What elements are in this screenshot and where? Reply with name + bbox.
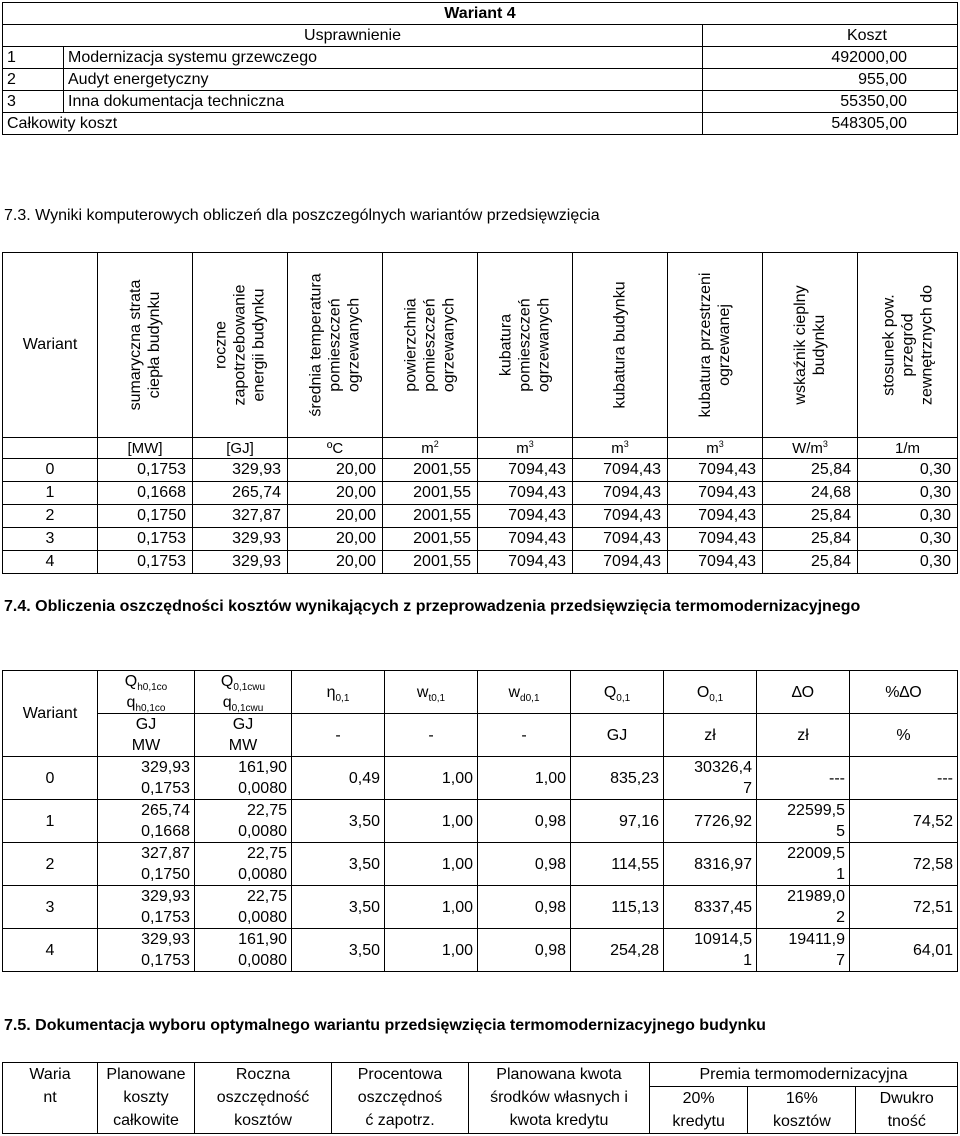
- result-cell: 25,84: [763, 528, 858, 551]
- documentation-table: [2, 1062, 958, 1134]
- wd-cell: 0,98: [478, 929, 571, 972]
- unit: GJ MW: [195, 714, 292, 757]
- qh-cell: 329,93 0,1753: [98, 886, 195, 929]
- result-cell: 7094,43: [668, 505, 763, 528]
- table-row: [3, 843, 958, 886]
- improvement-name: Modernizacja systemu grzewczego: [64, 47, 703, 69]
- table-row: [3, 69, 958, 91]
- improvement-cost: 955,00: [703, 69, 958, 91]
- result-cell: 7094,43: [668, 528, 763, 551]
- unit: %: [850, 714, 958, 757]
- unit: $m^3$: [668, 438, 763, 459]
- unit: $m^3$: [478, 438, 573, 459]
- result-cell: 7094,43: [478, 459, 573, 482]
- planned-costs-header: Planowane koszty całkowite: [98, 1063, 195, 1134]
- total-row: [3, 113, 958, 135]
- o-cell: 8337,45: [664, 886, 757, 929]
- result-cell: 0,30: [858, 482, 958, 505]
- table-row: [3, 551, 958, 574]
- q-cell: 254,28: [571, 929, 664, 972]
- col-header-building-volume: kubatura budynku: [573, 253, 668, 438]
- result-cell: 7094,43: [573, 528, 668, 551]
- q-cell: 835,23: [571, 757, 664, 800]
- col-header-annual-demand: roczne zapotrzebowanie energii budynku: [193, 253, 288, 438]
- col-header-heat-index: wskaźnik cieplny budynku: [763, 253, 858, 438]
- percent-delta-o-cell: ---: [850, 757, 958, 800]
- result-cell: 24,68: [763, 482, 858, 505]
- unit: $m^3$: [573, 438, 668, 459]
- result-cell: 0,30: [858, 505, 958, 528]
- results-table: [2, 252, 958, 574]
- result-cell: 0,30: [858, 459, 958, 482]
- variant-number: 0: [3, 459, 98, 482]
- delta-o-cell: 22599,5 5: [757, 800, 850, 843]
- result-cell: 0,30: [858, 551, 958, 574]
- table-row: [3, 91, 958, 113]
- col-header-room-volume: kubatura pomieszczeń ogrzewanych: [478, 253, 573, 438]
- result-cell: 0,1753: [98, 551, 193, 574]
- result-cell: 7094,43: [573, 459, 668, 482]
- planned-amount-header: Planowana kwota środków własnych i kwota kredytu: [469, 1063, 650, 1134]
- table-row: [3, 505, 958, 528]
- improvement-name: Inna dokumentacja techniczna: [64, 91, 703, 113]
- improvement-header: Usprawnienie: [3, 25, 703, 47]
- total-value: 548305,00: [703, 113, 958, 135]
- variant-header: Waria nt: [3, 1063, 98, 1134]
- eta-cell: 0,49: [292, 757, 385, 800]
- row-number: 2: [3, 69, 64, 91]
- unit: [GJ]: [193, 438, 288, 459]
- result-cell: 265,74: [193, 482, 288, 505]
- result-cell: 20,00: [288, 505, 383, 528]
- table-row: [3, 47, 958, 69]
- unit: -: [478, 714, 571, 757]
- result-cell: 0,1753: [98, 459, 193, 482]
- variant-4-cost-table: [2, 2, 958, 135]
- col-header-area: powierzchnia pomieszczeń ogrzewanych: [383, 253, 478, 438]
- cost-header: Koszt: [703, 25, 958, 47]
- unit: $W/m^3$: [763, 438, 858, 459]
- section-7-3-heading: 7.3. Wyniki komputerowych obliczeń dla poszczególnych wariantów przedsięwzięcia: [4, 207, 600, 224]
- result-cell: 20,00: [288, 528, 383, 551]
- wt-cell: 1,00: [385, 757, 478, 800]
- delta-o-cell: 19411,9 7: [757, 929, 850, 972]
- wt-header: $w_{t0,1}$: [385, 671, 478, 714]
- variant-4-title: Wariant 4: [3, 3, 958, 25]
- delta-o-header: ∆O: [757, 671, 850, 714]
- table-row: [3, 482, 958, 505]
- variant-number: 4: [3, 929, 98, 972]
- eta-cell: 3,50: [292, 800, 385, 843]
- result-cell: 0,30: [858, 528, 958, 551]
- result-cell: 7094,43: [668, 482, 763, 505]
- result-cell: 7094,43: [573, 482, 668, 505]
- delta-o-cell: 21989,0 2: [757, 886, 850, 929]
- result-cell: 20,00: [288, 482, 383, 505]
- delta-o-cell: ---: [757, 757, 850, 800]
- premium-header: Premia termomodernizacyjna: [650, 1063, 958, 1087]
- premium-16-header: 16% kosztów: [748, 1087, 856, 1134]
- q01-cell: 22,75 0,0080: [195, 886, 292, 929]
- qh-cell: 327,87 0,1750: [98, 843, 195, 886]
- result-cell: 7094,43: [668, 459, 763, 482]
- wt-cell: 1,00: [385, 800, 478, 843]
- q01-cell: 161,90 0,0080: [195, 757, 292, 800]
- improvement-cost: 492000,00: [703, 47, 958, 69]
- wd-cell: 1,00: [478, 757, 571, 800]
- q-cell: 115,13: [571, 886, 664, 929]
- result-cell: 0,1753: [98, 528, 193, 551]
- wt-cell: 1,00: [385, 843, 478, 886]
- result-cell: 25,84: [763, 551, 858, 574]
- result-cell: 20,00: [288, 459, 383, 482]
- table-row: [3, 929, 958, 972]
- result-cell: 7094,43: [478, 482, 573, 505]
- savings-table: [2, 670, 958, 972]
- section-7-4-heading: 7.4. Obliczenia oszczędności kosztów wynikających z przeprowadzenia przedsięwzięcia termomodernizacyjnego: [4, 598, 861, 615]
- qh-cell: 265,74 0,1668: [98, 800, 195, 843]
- result-cell: 329,93: [193, 528, 288, 551]
- o-cell: 8316,97: [664, 843, 757, 886]
- result-cell: 2001,55: [383, 505, 478, 528]
- annual-savings-header: Roczna oszczędność kosztów: [195, 1063, 332, 1134]
- table-row: [3, 757, 958, 800]
- o-cell: 7726,92: [664, 800, 757, 843]
- savings-units-row: [3, 714, 958, 757]
- doc-header-row: [3, 1063, 958, 1087]
- variant-number: 0: [3, 757, 98, 800]
- percent-delta-o-cell: 72,58: [850, 843, 958, 886]
- result-cell: 7094,43: [668, 551, 763, 574]
- variant-number: 2: [3, 505, 98, 528]
- qh-header: $Q_{h0,1co}$ $q_{h0,1co}$: [98, 671, 195, 714]
- percent-delta-o-cell: 64,01: [850, 929, 958, 972]
- o-cell: 10914,5 1: [664, 929, 757, 972]
- variant-header: Wariant: [3, 253, 98, 438]
- variant-number: 1: [3, 482, 98, 505]
- percent-delta-o-cell: 72,51: [850, 886, 958, 929]
- wd-cell: 0,98: [478, 800, 571, 843]
- wt-cell: 1,00: [385, 929, 478, 972]
- wd-header: $w_{d0,1}$: [478, 671, 571, 714]
- section-7-5-heading: 7.5. Dokumentacja wyboru optymalnego wariantu przedsięwzięcia termomodernizacyjnego budynku: [4, 1017, 766, 1034]
- q01-cell: 22,75 0,0080: [195, 800, 292, 843]
- qh-cell: 329,93 0,1753: [98, 929, 195, 972]
- result-cell: 25,84: [763, 459, 858, 482]
- result-cell: 2001,55: [383, 528, 478, 551]
- result-cell: 327,87: [193, 505, 288, 528]
- wd-cell: 0,98: [478, 843, 571, 886]
- variant-number: 2: [3, 843, 98, 886]
- unit: GJ MW: [98, 714, 195, 757]
- row-number: 3: [3, 91, 64, 113]
- o-cell: 30326,4 7: [664, 757, 757, 800]
- unit: $m^2$: [383, 438, 478, 459]
- variant-number: 1: [3, 800, 98, 843]
- variant-number: 4: [3, 551, 98, 574]
- col-header-heat-loss: sumaryczna strata ciepła budynku: [98, 253, 193, 438]
- col-header-heated-volume: kubatura przestrzeni ogrzewanej: [668, 253, 763, 438]
- percent-savings-header: Procentowa oszczędnoś ć zapotrz.: [332, 1063, 469, 1134]
- variant-number: 3: [3, 886, 98, 929]
- eta-cell: 3,50: [292, 843, 385, 886]
- results-header-row: [3, 253, 958, 438]
- result-cell: 20,00: [288, 551, 383, 574]
- table-row: [3, 886, 958, 929]
- variant-number: 3: [3, 528, 98, 551]
- eta-cell: 3,50: [292, 886, 385, 929]
- percent-delta-o-cell: 74,52: [850, 800, 958, 843]
- unit: -: [292, 714, 385, 757]
- unit: 1/m: [858, 438, 958, 459]
- result-cell: 7094,43: [573, 505, 668, 528]
- q-cell: 97,16: [571, 800, 664, 843]
- result-cell: 2001,55: [383, 459, 478, 482]
- o-header: $O_{0,1}$: [664, 671, 757, 714]
- improvement-cost: 55350,00: [703, 91, 958, 113]
- result-cell: 2001,55: [383, 482, 478, 505]
- q01-header: $Q_{0,1cwu}$ $q_{0,1cwu}$: [195, 671, 292, 714]
- unit: ºC: [288, 438, 383, 459]
- table-row: [3, 528, 958, 551]
- q01-cell: 22,75 0,0080: [195, 843, 292, 886]
- savings-header-row: [3, 671, 958, 714]
- percent-delta-o-header: %∆O: [850, 671, 958, 714]
- result-cell: 7094,43: [478, 551, 573, 574]
- total-label: Całkowity koszt: [3, 113, 703, 135]
- table-row: [3, 459, 958, 482]
- wt-cell: 1,00: [385, 886, 478, 929]
- table-row: [3, 800, 958, 843]
- improvement-name: Audyt energetyczny: [64, 69, 703, 91]
- result-cell: 2001,55: [383, 551, 478, 574]
- result-cell: 0,1750: [98, 505, 193, 528]
- unit: [MW]: [98, 438, 193, 459]
- delta-o-cell: 22009,5 1: [757, 843, 850, 886]
- unit: GJ: [571, 714, 664, 757]
- variant-header: Wariant: [3, 671, 98, 757]
- premium-double-header: Dwukro tność: [856, 1087, 958, 1134]
- result-cell: 7094,43: [478, 505, 573, 528]
- col-header-avg-temp: średnia temperatura pomieszczeń ogrzewanych: [288, 253, 383, 438]
- q-cell: 114,55: [571, 843, 664, 886]
- unit: zł: [664, 714, 757, 757]
- unit: zł: [757, 714, 850, 757]
- result-cell: 329,93: [193, 551, 288, 574]
- unit: -: [385, 714, 478, 757]
- result-cell: 25,84: [763, 505, 858, 528]
- units-row: [3, 438, 958, 459]
- q01-cell: 161,90 0,0080: [195, 929, 292, 972]
- col-header-surface-ratio: stosunek pow. przegród zewnętrznych do: [858, 253, 958, 438]
- qh-cell: 329,93 0,1753: [98, 757, 195, 800]
- wd-cell: 0,98: [478, 886, 571, 929]
- result-cell: 0,1668: [98, 482, 193, 505]
- eta-header: $\eta_{0,1}$: [292, 671, 385, 714]
- row-number: 1: [3, 47, 64, 69]
- result-cell: 329,93: [193, 459, 288, 482]
- premium-20-header: 20% kredytu: [650, 1087, 748, 1134]
- result-cell: 7094,43: [573, 551, 668, 574]
- q-header: $Q_{0,1}$: [571, 671, 664, 714]
- eta-cell: 3,50: [292, 929, 385, 972]
- result-cell: 7094,43: [478, 528, 573, 551]
